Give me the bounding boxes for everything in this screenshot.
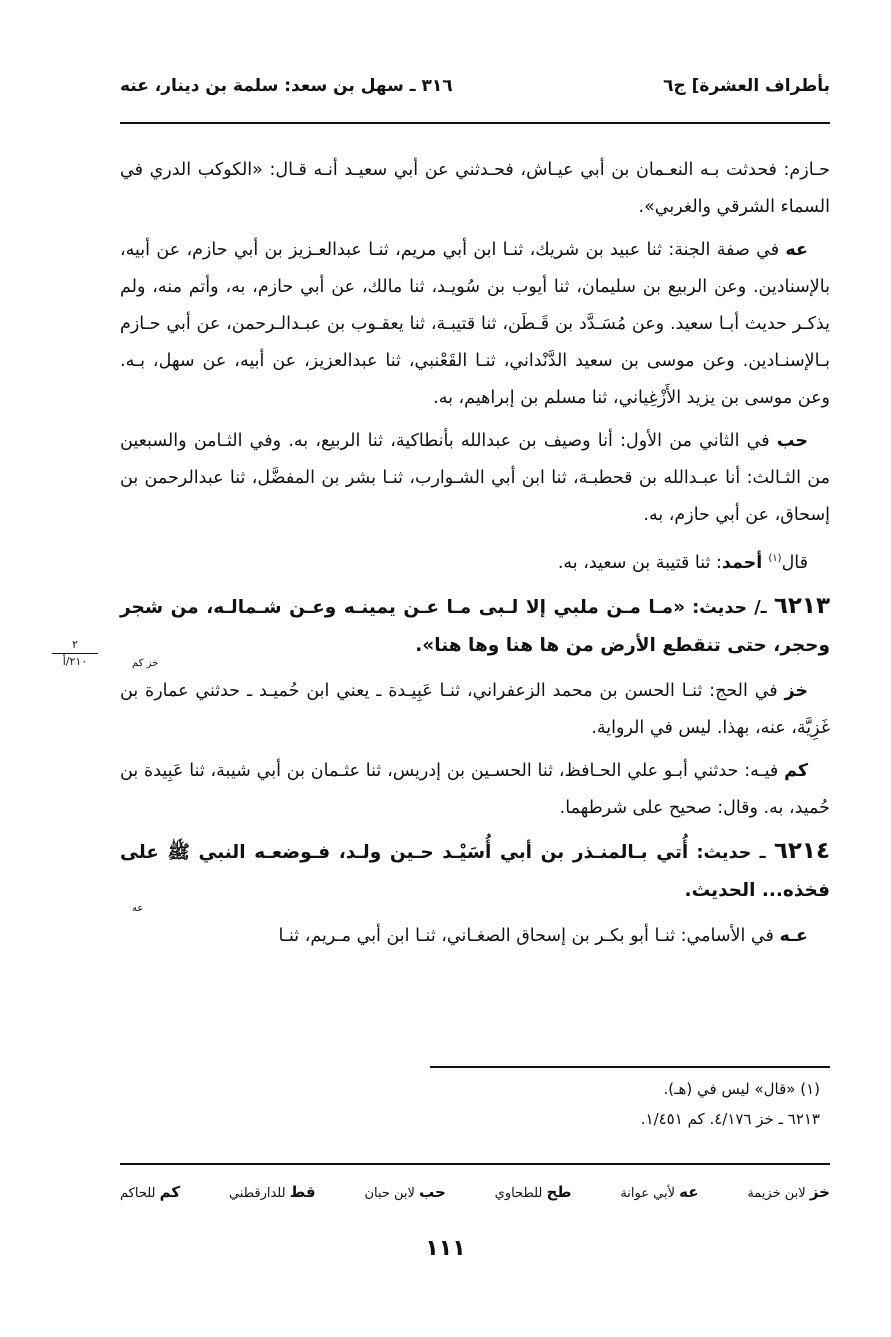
sigla-code: قط bbox=[289, 1183, 316, 1201]
paragraph-hibban bbox=[120, 423, 830, 534]
sigla-item bbox=[229, 1180, 316, 1206]
hadith-6214 bbox=[120, 833, 830, 914]
sigla-name: لابن خزيمة bbox=[747, 1186, 810, 1201]
siglum: أحمد bbox=[721, 552, 769, 573]
paragraph-hazim bbox=[120, 152, 830, 226]
paragraph-text: في صفة الجنة: ثنا عبيد بن شريك، ثنـا ابن أبي مريم، ثنـا عبدالعـزيز بن أبي حازم، عن أبيه، بالإسنادين. وعن الربيع بن سليمان، ثنا أيوب بن سُويـد، ثنا مالك، عن أبي حازم، به، وأتم منه، ولم يذكـر حديث أبـا سعيد. وعن مُسَـدَّد بن قَـطَن، ثنا قتيبـة، ثنا يعقـوب بن عبـدالـرحمن، عن أبي حـازم بـالإسنـادين. وعن موسى بن سعيد الدَّنْداني، ثنـا القَعْنبي، ثنا عبدالعزيز، عن أبيه، عن سهل، بـه. وعن موسى بن يزيد الأَزْغِياني، ثنا مسلم بن إبراهيم، به. bbox=[120, 240, 830, 408]
sigla-item bbox=[120, 1180, 180, 1206]
footnote-marker[interactable]: (١) bbox=[768, 553, 782, 564]
sigla-code: عه bbox=[679, 1183, 699, 1201]
paragraph-text: في الحج: ثنـا الحسن بن محمد الزعفراني، ثنـا عَبِيـدة ـ يعني ابن حُميـد ـ حدثني عمارة بن غَزِيَّة، عنه، بهذا. ليس في الرواية. bbox=[120, 680, 830, 738]
sigla-name: للدارقطني bbox=[228, 1186, 290, 1201]
paragraph-khuzayma bbox=[120, 673, 830, 747]
footnote-1: (١) «قال» ليس في (هـ). bbox=[663, 1080, 820, 1098]
sigla-code: كم bbox=[159, 1183, 181, 1201]
paragraph-text: في الثاني من الأول: أنا وصيف بن عبدالله بأنطاكية، ثنا الربيع، به. وفي الثـامن والسبعين من الثـالث: أنا عبـدالله بن قحطبـة، ثنا ابن أبي الشـوارب، ثنـا بشر بن المفضَّل، ثنا عبدالرحمن بن إسحاق، عن أبي حازم، به. bbox=[120, 431, 830, 525]
hadith-sigla: خز كم bbox=[132, 657, 159, 669]
sigla-code: حب bbox=[419, 1183, 446, 1201]
margin-folio-note bbox=[52, 638, 98, 669]
margin-note-bottom: ٢١٠/أ bbox=[62, 655, 88, 668]
running-header bbox=[120, 72, 830, 106]
siglum: عه bbox=[785, 240, 808, 260]
margin-note-top: ٢ bbox=[52, 638, 98, 654]
paragraph-ahmad bbox=[120, 540, 830, 582]
footnotes bbox=[430, 1074, 830, 1134]
paragraph-text: في الأسامي: ثنـا أبو بكـر بن إسحاق الصغـاني، ثنـا ابن أبي مـريم، ثنـا bbox=[278, 925, 780, 946]
header-section-title: ٣١٦ ـ سهل بن سعد: سلمة بن دينار، عنه bbox=[120, 76, 453, 96]
hadith-label: ـ حديث: bbox=[688, 842, 774, 863]
sigla-item bbox=[495, 1180, 572, 1206]
sigla-name: لأبي عوانة bbox=[620, 1186, 680, 1201]
footnote-2: ٦٢١٣ ـ خز ٤/١٧٦. كم ١/٤٥١. bbox=[640, 1110, 820, 1128]
paragraph-awana bbox=[120, 232, 830, 417]
paragraph-hakim bbox=[120, 753, 830, 827]
sigla-divider bbox=[120, 1163, 830, 1165]
sigla-code: طح bbox=[546, 1183, 572, 1201]
sigla-legend bbox=[120, 1180, 830, 1206]
hadith-number: ٦٢١٤ bbox=[773, 837, 831, 864]
paragraph-text: : ثنا قتيبة بن سعيد، به. bbox=[557, 552, 722, 573]
paragraph-text: قال bbox=[781, 552, 808, 573]
paragraph-text: حـازم: فحدثت بـه النعـمان بن أبي عيـاش، فحـدثني عن أبي سعيـد أنـه قـال: «الكوكب الدري في السماء الشرقي والغربي». bbox=[120, 160, 830, 217]
paragraph-text: فيـه: حدثني أبـو علي الحـافظ، ثنا الحسـين بن إدريس، ثنا عثـمان بن أبي شيبة، ثنا عَبِيدة بن حُميد، به. وقال: صحيح على شرطهما. bbox=[120, 760, 830, 818]
hadith-label: ـ/ حديث: bbox=[685, 597, 774, 618]
header-divider bbox=[120, 122, 830, 124]
paragraph-asami bbox=[120, 918, 830, 955]
footnote-divider bbox=[430, 1066, 830, 1068]
siglum: خز bbox=[784, 680, 808, 701]
sigla-item bbox=[747, 1180, 830, 1206]
hadith-sigla: عه bbox=[132, 902, 144, 914]
hadith-number: ٦٢١٣ bbox=[773, 592, 830, 619]
sigla-item bbox=[620, 1180, 698, 1206]
hadith-matn: أُتي بـالمنـذر بن أبي أُسَيْـد حـين ولـد، فـوضعـه النبي ﷺ على فخذه... الحديث. bbox=[120, 841, 830, 901]
page-number: ١١١ bbox=[425, 1236, 466, 1261]
sigla-name: للطحاوي bbox=[494, 1186, 547, 1201]
sigla-item bbox=[364, 1180, 445, 1206]
hadith-6213 bbox=[120, 588, 830, 669]
hadith-matn: «مـا مـن ملبي إلا لـبى مـا عـن يمينـه وعـن شـمالـه، من شجر وحجر، حتى تنقطع الأرض من ها هنا وها هنا». bbox=[120, 596, 830, 656]
main-text bbox=[120, 152, 830, 961]
header-book-title: بأطراف العشرة] ج٦ bbox=[663, 76, 830, 96]
sigla-name: لابن حبان bbox=[364, 1186, 420, 1201]
sigla-name: للحاكم bbox=[120, 1186, 160, 1201]
siglum: كم bbox=[784, 760, 808, 781]
siglum: حب bbox=[776, 431, 808, 451]
sigla-code: خز bbox=[809, 1183, 830, 1201]
siglum: عـه bbox=[779, 925, 808, 946]
